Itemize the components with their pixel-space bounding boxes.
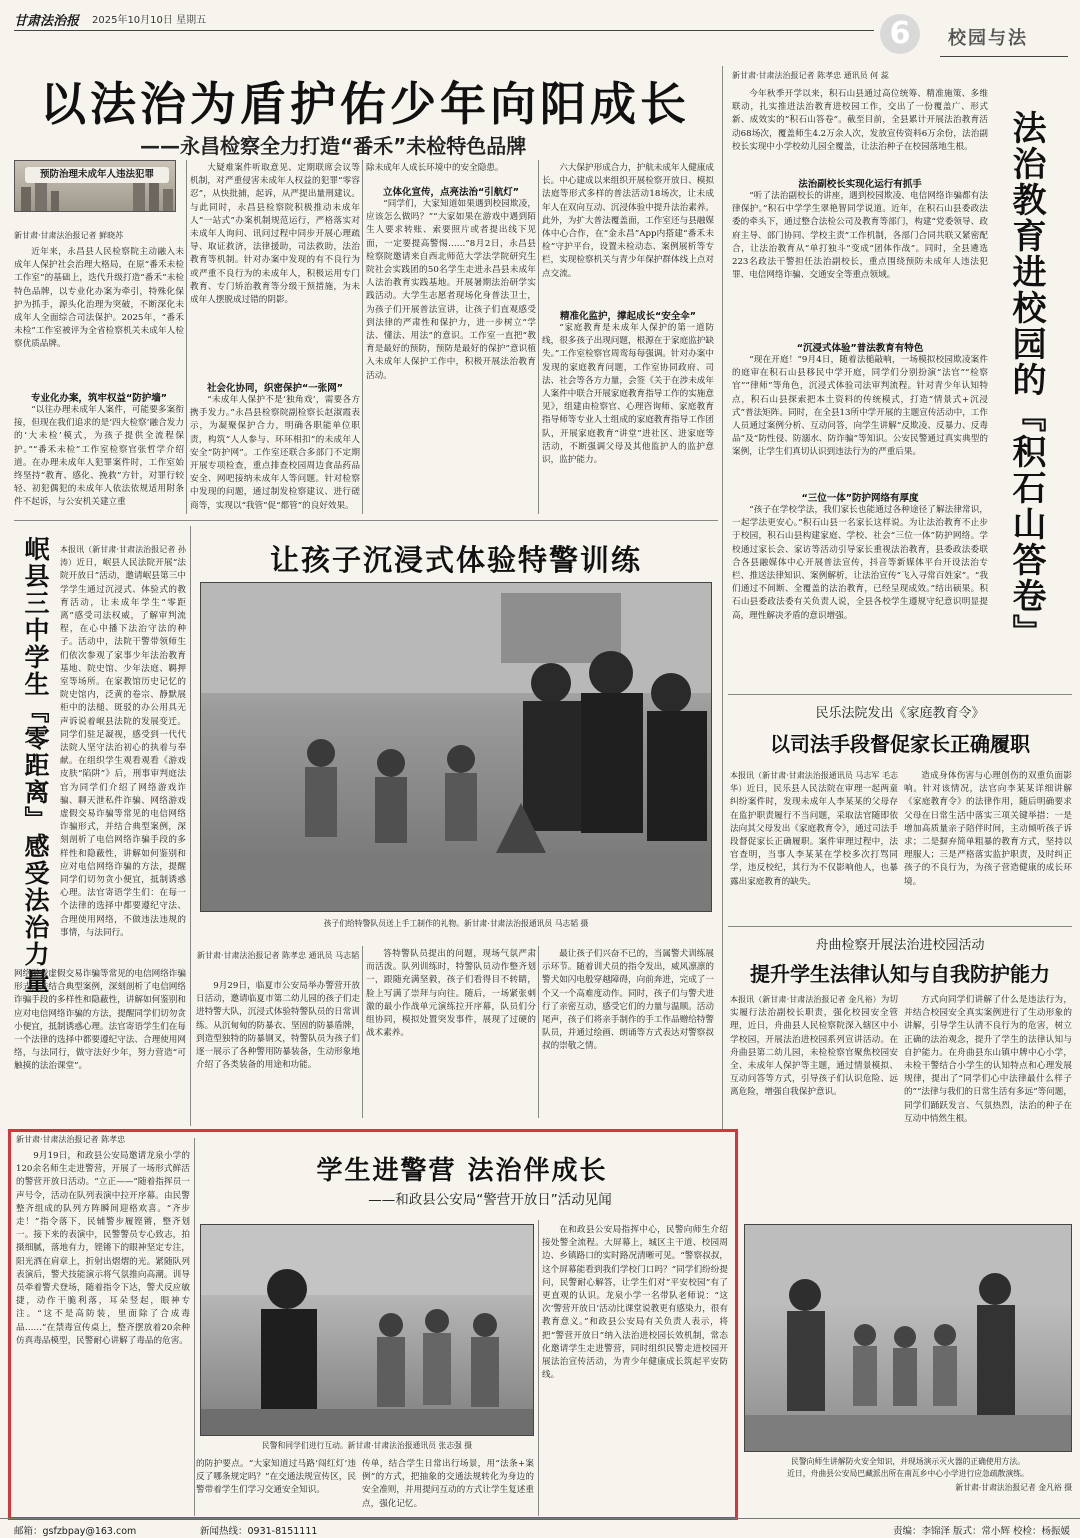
minle-headline: 以司法手段督促家长正确履职 <box>770 732 1030 756</box>
lead-col4-subhead: 精准化监护，撑起成长“安全伞” <box>560 311 696 322</box>
minle-col1 <box>730 770 898 920</box>
minxian-body: 近日，岷县人民法院开展“法院开放日”活动，邀请岷县第三中学学生通过沉浸式、体验式的教育活动，让未成年学生“零距离”感受司法权威，了解审判流程，在心中播下法治守法的种子。活动中，法院干警带领师生们依次参观了家事少年法治教育基地、院史馆、少年法庭、羁押室等场所。在家教馆历史记忆的院史馆内，泛黄的卷宗、静默展柜中的法槌、斑驳的办公用具无声诉说着岷县法院的发展变迁。同学们驻足凝视，感受到一代代法院人坚守法治初心的执着与奉献。在组织学生观看观看《游戏皮肤“陷阱”》后，刑事审判庭法官为同学们介绍了网络游戏诈骗、聊天泄私件诈骗、网络游戏虚假交易诈骗等常见的电信网络诈骗形式，并结合典型案例，深刻剖析了电信网络诈骗手段的多样性和隐蔽性，讲解如何鉴别和应对电信网络诈骗的方法，提醒同学们切勿贪小便宜，抵制诱惑心理。法官寄语学生们：在每一个法律的选择中都要遵纪守法、合理使用网络，不做违法违规的事情，与法同行。 <box>60 558 186 938</box>
hezheng-col-mid2: 传单，结合学生日常出行场景，用“法条+案例”的方式，把抽象的交通法规转化为身边的安全准则，并用提问互动的方式让学生复述重点，强化记忆。 <box>362 1459 534 1509</box>
right-feature-bottom-rule <box>728 694 1072 695</box>
minxian-text <box>60 544 186 964</box>
hezheng-headline: 学生进警营 法治伴成长 <box>316 1156 608 1186</box>
lead-bottom-rule <box>14 520 718 521</box>
minxian-divider <box>190 526 191 1126</box>
hezheng-subhead: ——和政县公安局“警营开放日”活动见闻 <box>368 1192 612 1208</box>
lead-col2b: “未成年人保护不是‘独角戏’，需要各方携手发力。”永昌县检察院副检察长赵淑霞表示，为凝聚保护合力，明确各职能单位职责，构筑“人人参与、环环相扣”的未成年人安全“防护网”。工作室还联合多部门不定期开展专项检查，重点排查校园周边食品药品安全、网吧接纳未成年人等问题。针对检察中发现的问题，通过制发检察建议、进行磋商等，实现以“我管”促“都管”的良好效果。 <box>190 395 360 511</box>
minle-byline: 本报讯（新甘肃·甘肃法治报通讯员 马志军 毛志华） <box>730 771 898 794</box>
lead-col4: 六大保护形成合力，护航未成年人健康成长。中心建成以来组织开展检察开放日、模拟法庭等形式多样的普法活动18场次，让未成年人在双向互动、沉浸体验中提升法治素养。此外，为扩大普法覆盖面，工作室还与县融媒体中心合作，在“金永昌”App内搭建“番禾未检”守护平台，设置未检动态、案例展析等专栏，实现检察机关与青少年保护群体线上点对点交流。 <box>542 163 714 279</box>
swat-photo <box>200 582 712 912</box>
col-divider <box>362 946 363 1118</box>
section-name: 校园与法 <box>948 28 1028 49</box>
page-number-badge: 6 <box>880 14 920 54</box>
lead-banner-label: 预防治理未成年人违法犯罪 <box>25 167 169 183</box>
fire-safety-drill-photo-icon <box>745 1225 1072 1452</box>
col-divider <box>538 946 539 1118</box>
issue-date: 2025年10月10日 星期五 <box>92 15 207 26</box>
section-rule <box>940 56 1068 57</box>
minle-col1-body: 近日，民乐县人民法院在审理一起两童纠纷案件时，发现未成年人李某某的父母存在监护职责履行不当问题，采取法官随即依法向其父母发出《家庭教育令》，通过司法手段督促家长正确履职。案件审理过程中，法官查明，当事人李某某在学校多次打骂同学，违反校纪，其行为不仅影响他人，也暴露出家庭教育的缺失。 <box>730 784 898 887</box>
lead-byline: 新甘肃·甘肃法治报记者 鲜晓苏 <box>14 231 124 240</box>
masthead-rule <box>14 30 874 31</box>
lead-subhead: ——永昌检察全力打造“番禾”未检特色品牌 <box>140 134 527 158</box>
right-feature-sub2: “沉浸式体验”普法教育有特色 <box>796 343 924 354</box>
lead-col1: 近年来，永昌县人民检察院主动融入未成年人保护社会治理大格局，在原“番禾未检工作室”的基础上，迭代升级打造“番禾”未检特色品牌，以专业化办案为牵引，特殊化保护为抓手，源头化治理为突破，不断深化未成年人全面综合司法保护。2025年，“番禾未检”工作室被评为全省检察机关未成年人检察优质品牌。 <box>14 247 184 350</box>
minle-col2: 造成身体伤害与心理创伤的双重负面影响。针对该情况，法官向李某某详细讲解《家庭教育令》的法律作用，随后明确要求父母在日常生活中落实三项关键举措：一是增加高质量亲子陪伴时间，主动倾听孩子诉求；二是摒弃简单粗暴的教育方式，坚持以理服人；三是严格落实监护职责，及时纠正孩子的不良行为，为孩子营造健康的成长环境。 <box>904 771 1072 887</box>
zhouqu-caption-3: 新甘肃·甘肃法治报记者 金凡裕 摄 <box>955 1483 1072 1492</box>
col-divider <box>194 1138 195 1516</box>
minxian-text-cont: 网络游戏虚假交易诈骗等常见的电信网络诈骗形式，并结合典型案例，深刻剖析了电信网络诈骗手段的多样性和隐蔽性，讲解如何鉴别和应对电信网络诈骗的方法，提醒同学们切勿贪小便宜，抵制诱惑心理。法官寄语学生们在每一个法律的选择中都要遵纪守法、合理使用网络，与法同行，做守法好少年，努力营造“可触摸的法治课堂”。 <box>14 969 186 1072</box>
lead-col3-subhead: 立体化宣传，点亮法治“引航灯” <box>383 187 519 198</box>
page-footer <box>0 1518 1080 1538</box>
newspaper-logo: 甘肃法治报 <box>14 14 80 29</box>
lead-banner <box>14 160 176 212</box>
footer-hotline: 新闻热线：0931-8151111 <box>200 1526 318 1537</box>
footer-credits: 责编：李锦泽 版式：常小辉 校检：杨振媛 <box>892 1526 1070 1537</box>
right-feature-sub3: “三位一体”防护网络有厚度 <box>801 493 919 504</box>
swat-col3: 最让孩子们兴奋不已的，当属警犬训练展示环节。随着训犬员的指令发出，威风凛凛的警犬如闪电般穿越障碍，向前奔进，完成了一个又一个高难度动作。同时，孩子们与警犬进行了亲密互动，感受它们的力量与温顺。活动尾声，孩子们将亲手制作的手工作品赠给特警队员，并通过绘画、朗诵等方式表达对警察叔叔的崇敬之情。 <box>542 949 714 1052</box>
lead-col3: 除未成年人成长环境中的安全隐患。 <box>366 163 504 173</box>
right-feature-p4: “孩子在学校学法，我们家长也能通过各种途径了解法律常识，一起学法更安心。”积石山县一名家长这样说。为让法治教育不止步于校园，积石山县构建家庭、学校、社会“三位一体”防护网络。学校通过家长会、家访等活动引导家长重视法治教育，县委政法委联合各县融媒体中心开展普法宣传，抖音等新媒体平台开设法治专栏、推送法律知识、案例解析，让法治宣传“飞入寻常百姓家”。“我们通过不间断、全覆盖的法治教育，已经呈现成效。”结出硕果。积石山县委政法委有关负责人说，全县各校学生遵规守纪意识明显提高，理性解决矛盾的意识增强。 <box>732 505 988 621</box>
hezheng-col-mid: 的防护要点。“大家知道过马路‘闯红灯’违反了哪条规定吗？”在交通法规宣传区，民警带着学生们学习交通安全知识。 <box>196 1459 356 1496</box>
col-divider <box>538 1220 539 1516</box>
lead-col2-subhead: 社会化协同，织密保护“一张网” <box>207 383 343 394</box>
right-feature-sub1: 法治副校长实现化运行有抓手 <box>798 179 922 190</box>
swat-photo-caption: 孩子们给特警队员送上手工制作的礼物。新甘肃·甘肃法治报通讯员 马志韬 摄 <box>323 919 589 928</box>
zhouqu-byline: 本报讯（新甘肃·甘肃法治报记者 金凡裕） <box>730 995 881 1004</box>
zhouqu-headline: 提升学生法律认知与自我防护能力 <box>750 962 1050 986</box>
zhouqu-col1 <box>730 994 898 1204</box>
minxian-vertical-title: 岷县三中学生『零距离』感受法治力量 <box>21 536 50 995</box>
zhouqu-photo <box>744 1224 1072 1452</box>
zhouqu-col2: 方式向同学们讲解了什么是违法行为，并结合校园安全真实案例进行了生动形象的讲解，引导学生认清不良行为的危害，树立正确的法治观念，提升了学生的法律认知与自护能力。在舟曲县东山镇中牌中心小学，未检干警结合小学生的认知特点和心理发展规律，提出了“同学们心中法律最什么样子的”“法律与我们的日常生活有多远”等问题，同学们踊跃发言、气氛热烈，法治的种子在互动中悄然生根。 <box>904 995 1072 1124</box>
col-divider <box>538 160 539 514</box>
lead-col1b: “以往办理未成年人案件，可能要多案衔接，但现在我们追求的是‘四大检察’融合发力的‘大未检’模式，为孩子提供全流程保护。”“番禾未检”工作室检察官张哲学介绍道。在办理未成年人犯罪案件时，工作室始终坚持“教育、感化、挽救”方针，对罪行较轻、初犯偶犯的未成年人依法依规适用附条件不起诉，与公安机关建立重 <box>14 405 184 508</box>
lead-col3b: “同学们，大家知道如果遇到校园欺凌，应该怎么做吗？”“大家如果在游戏中遇到陌生人要求转账、索要照片或者提出线下见面，一定要提高警惕……”8月2日，永昌县检察院邀请来自西北师范大学法学院研究生院社会实践团的50名学生走进永昌县未成年人法治教育实践基地。开展暑期法治研学实践活动。大学生志愿者现场化身普法卫士，为孩子们开展普法宣讲，让孩子们直观感受到法律的严肃性和保护力，进一步树立“学法、懂法、用法”的意识。工作室一直把“教育是最好的预防，预防是最好的保护”意识植入未成年人保护工作中，积极开展法治教育活动。 <box>366 199 536 381</box>
zhouqu-col1-body: 为切实履行法治副校长职责，强化校园安全管理，近日，舟曲县人民检察院深入辖区中小学校园，开展法治进校园系列宣讲活动。在舟曲县第二幼儿园，未检检察官聚焦校园安全、未成年人保护等主题，通过情景模拟、互动问答等方式，引导孩子们认识危险、远离危险，增强自我保护意识。 <box>730 995 898 1098</box>
swat-headline: 让孩子沉浸式体验特警训练 <box>269 543 642 577</box>
hezheng-lead: 9月19日，和政县公安局邀请龙泉小学的120余名师生走进警营，开展了一场形式鲜活的警营开放日活动。“立正——”随着指挥员一声号令，活动在队列表演中拉开序幕。由民警整齐组成的队列方阵瞬间迎格欢喜。“齐步走！”指令落下，民辅警步履铿锵，整齐划一。接下来的表演中，民警警员专心致志，拍摄细腻，落地有力，铿锵下的眼神坚定专注，阳光洒在肩章上，折射出熠熠的光。紧随队列表演后，警犬技能演示将气氛推向高潮。训导员牵着警犬登场，随着指令下达，警犬反应敏捷，动作干脆利落，耳朵竖起，眼神专注。“这不是高防装，里面除了合成毒品……”在禁毒宣传桌上，整齐摆放着20余种仿真毒品模型，民警耐心讲解了毒品的危害。 <box>16 1151 190 1346</box>
lead-col4b: “家庭教育是未成年人保护的第一道防线，很多孩子出现问题，根源在于家庭监护缺失。”工作室检察官周鸾每每强调。针对办案中发现的家庭教育问题，工作室协同政府、司法、社会等各方力量，会签《关于在涉未成年人案件中联合开展家庭教育指导工作的实施意见》，组建由检察官、心理咨询师、家庭教育指导师等专业人士组成的家庭教育指导工作团队，开展家庭教育“讲堂”进社区、进家庭等活动，不断强调父母及其他监护人的监护意识，监护能力。 <box>542 323 714 466</box>
footer-email: 邮箱：gsfzbpay@163.com <box>14 1526 137 1537</box>
masthead <box>0 0 1080 62</box>
zhouqu-kicker: 舟曲检察开展法治进校园活动 <box>815 938 985 953</box>
swat-col2: 答特警队员提出的问题，现场气氛严肃而活泼。队列训练时，特警队员动作整齐划一，跟随充满坚毅，孩子们看得目不转睛，脸上写满了崇拜与向往。随后，一场紧张刺激的最小作战单元演练拉开序幕，队员们分组协同，模拟处置突发事件，展现了过硬的战术素养。 <box>366 949 536 1039</box>
zhouqu-caption-2: 近日，舟曲县公安局巴藏派出所在南瓦乡中心小学进行应急疏散演练。 <box>787 1469 1029 1478</box>
police-student-interaction-photo-icon <box>201 1225 534 1436</box>
lead-col1-subhead: 专业化办案，筑牢权益“防护墙” <box>31 393 167 404</box>
swat-training-photo-icon <box>201 583 712 912</box>
hezheng-byline: 新甘肃·甘肃法治报记者 陈孝忠 <box>16 1135 126 1144</box>
right-feature-p1: 今年秋季开学以来，积石山县通过高位统筹、精准施策、多维联动，扎实推进法治教育进校园工作，交出了一份覆盖广、形式新、成效实的“积石山答卷”。截至目前，全县累计开展法治教育活动68场次，覆盖师生4.2万余人次，发放宣传资料6万余份，法治副校长实现中小学校幼儿园全覆盖，让法治种子在校园落地生根。 <box>732 89 988 152</box>
minle-bottom-rule <box>728 926 1072 927</box>
right-feature-byline: 新甘肃·甘肃法治报记者 陈孝忠 通讯员 何 蕊 <box>732 71 889 80</box>
col-divider <box>186 160 187 514</box>
hezheng-photo-caption: 民警和同学们进行互动。新甘肃·甘肃法治报通讯员 张志强 摄 <box>261 1441 473 1450</box>
right-column-divider <box>722 66 723 1130</box>
minxian-byline: 本报讯（新甘肃·甘肃法治报记者 孙涛） <box>60 545 186 568</box>
lead-col2: 大疑难案件听取意见、定期联席会议等机制，对严重侵害未成年人权益的犯罪“零容忍”，从快批捕，起诉，从严提出量刑建议。与此同时，永昌县检察院积极推动未成年人“一站式”办案机制规范运行，严格落实对未成年人询问、讯问过程中同步开展心理疏导、取证救济，法律援助，司法救助，法治教育等机制。针对办案中发现的有不良行为或严重不良行为的未成年人，积极运用专门教育、专门矫治教育等分级干预措施，为未成年人摆脱成过错的阴影。 <box>190 163 360 306</box>
right-feature-vertical-title: 法治教育进校园的『积石山答卷』 <box>1006 110 1046 650</box>
swat-col1: 9月29日，临夏市公安局举办警营开放日活动，邀请临夏市第二幼儿园的孩子们走进特警大队，沉浸式体验特警队员的日常训练。从沉甸甸的防暴衣、坚固的防暴盾牌，到造型独特的防暴钢叉，特警队员为孩子们逐一展示了各种警用防暴装备，生动形象地介绍了各类装备的用途和功能。 <box>196 981 360 1071</box>
lead-headline: 以法治为盾护佑少年向阳成长 <box>40 77 690 131</box>
right-feature-p2: “听了法治副校长的讲座，遇到校园欺凌、电信网络诈骗都有法律保护。”积石中学学生翠艳智同学说道。近年，在积石山县委政法委的牵头下，通过整合法检公司及教育等部门，构建“党委领导、政府主导、部门协同、学校主责”工作机制，各部门合同共联又紧密配合，让法治教育从“单打独斗”变成“团体作战”。同时，全县遴选223名政法干警担任法治副校长，重点围绕预防未成年人违法犯罪、电信网络诈骗、交通安全等重点领域。 <box>732 191 988 281</box>
swat-byline: 新甘肃·甘肃法治报记者 陈孝忠 通讯员 马志韬 <box>196 951 360 960</box>
zhouqu-caption-1: 民警向师生讲解防火安全知识，并现场演示灭火器的正确使用方法。 <box>791 1457 1025 1466</box>
hezheng-col-right: 在和政县公安局指挥中心，民警向师生介绍接处警全流程。大屏幕上，城区主干道、校园周边、乡镇路口的实时路况清晰可见。“警察叔叔，这个屏幕能看到我们学校门口吗？”同学们纷纷提问，民警耐心解答，让学生们对“平安校园”有了更直观的认识。龙泉小学一名带队老师说：“这次‘警营开放日’活动比课堂说教更有感染力，很有教育意义。”和政县公安局有关负责人表示，将把“警营开放日”纳入法治进校园长效机制，常态化邀请学生走进警营，同时组织民警走进校园开展法治宣传活动，为青少年健康成长筑起平安防线。 <box>542 1225 728 1381</box>
minle-kicker: 民乐法院发出《家庭教育令》 <box>815 706 985 721</box>
col-divider <box>362 160 363 514</box>
hezheng-photo <box>200 1224 534 1436</box>
right-feature-p3: “现在开庭！”9月4日，随着法槌敲响，一场模拟校园欺凌案件的庭审在积石山县移民中学开庭，同学们分别扮演“法官”“检察官”“律师”等角色，沉浸式体验司法审判流程。针对青少年认知特点，积石山县探索把本土资料的传统模式，打造“情景式+沉浸式”普法矩阵。同时，在全县13所中学开展的主题宣传活动中，工作人员通过案例分析、互动问答，向学生讲解“反欺凌、反暴力、反毒品”及“防性侵、防溺水、防诈骗”等知识。公安民警通过真实典型的案例，让学生们真切认识到违法行为的严重后果。 <box>732 355 988 458</box>
